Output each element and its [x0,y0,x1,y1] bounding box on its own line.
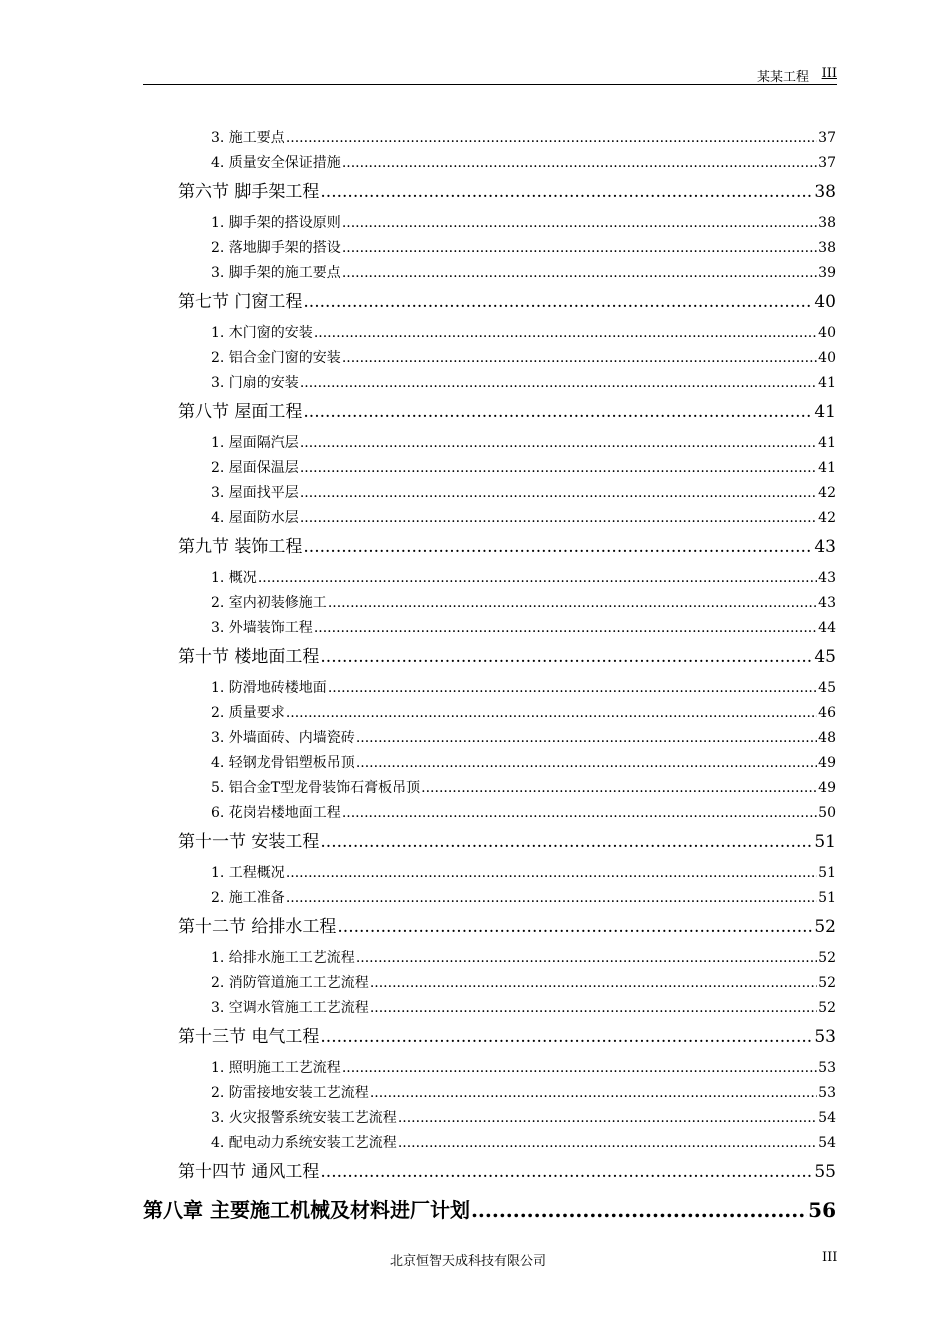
toc-leader-dots [300,435,817,451]
toc-leader-dots [320,1162,813,1182]
toc-entry-title: 5. 铝合金T型龙骨装饰石膏板吊顶 [211,780,421,796]
toc-leader-dots [286,865,817,881]
toc-subsection-entry[interactable] [211,727,836,747]
toc-entry-title: 2. 质量要求 [211,705,285,721]
toc-leader-dots [370,1085,817,1101]
toc-entry-title: 1. 屋面隔汽层 [211,435,299,451]
toc-subsection-entry[interactable] [211,212,836,232]
toc-leader-dots [286,705,817,721]
toc-leader-dots [370,975,817,991]
toc-section-entry[interactable] [178,912,836,936]
toc-entry-page: 53 [818,1085,836,1101]
toc-entry-title: 6. 花岗岩楼地面工程 [211,805,341,821]
footer-page-number: III [822,1250,838,1265]
toc-section-entry[interactable] [178,642,836,666]
toc-entry-title: 1. 防滑地砖楼地面 [211,680,327,696]
toc-entry-title: 1. 木门窗的安装 [211,325,313,341]
toc-leader-dots [303,292,813,312]
toc-entry-page: 44 [818,620,836,636]
toc-leader-dots [370,1000,817,1016]
toc-section-entry[interactable] [178,1157,836,1181]
toc-leader-dots [342,240,817,256]
toc-leader-dots [320,832,813,852]
toc-entry-page: 51 [818,865,836,881]
toc-entry-page: 37 [818,155,836,171]
toc-entry-page: 52 [818,950,836,966]
toc-entry-page: 51 [814,832,836,852]
toc-entry-page: 40 [818,325,836,341]
toc-leader-dots [320,1027,813,1047]
toc-entry-page: 52 [818,975,836,991]
toc-leader-dots [398,1110,817,1126]
toc-leader-dots [342,350,817,366]
toc-subsection-entry[interactable] [211,702,836,722]
toc-subsection-entry[interactable] [211,347,836,367]
toc-entry-page: 43 [818,570,836,586]
toc-section-entry[interactable] [178,287,836,311]
toc-entry-title: 1. 照明施工工艺流程 [211,1060,341,1076]
toc-leader-dots [342,805,817,821]
toc-leader-dots [337,917,813,937]
toc-entry-page: 49 [818,780,836,796]
toc-subsection-entry[interactable] [211,567,836,587]
toc-leader-dots [300,485,817,501]
toc-entry-title: 4. 质量安全保证措施 [211,155,341,171]
toc-entry-page: 39 [818,265,836,281]
toc-leader-dots [286,130,817,146]
toc-entry-page: 40 [818,350,836,366]
toc-entry-title: 第十三节 电气工程 [178,1027,320,1047]
toc-entry-title: 4. 配电动力系统安装工艺流程 [211,1135,397,1151]
toc-leader-dots [398,1135,817,1151]
toc-subsection-entry[interactable] [211,127,836,147]
toc-leader-dots [300,510,817,526]
toc-entry-page: 45 [818,680,836,696]
toc-leader-dots [421,780,817,796]
toc-entry-title: 3. 施工要点 [211,130,285,146]
toc-leader-dots [314,325,817,341]
toc-entry-page: 37 [818,130,836,146]
toc-entry-page: 41 [818,460,836,476]
toc-leader-dots [320,182,813,202]
toc-entry-title: 2. 室内初装修施工 [211,595,327,611]
toc-section-entry[interactable] [178,177,836,201]
toc-subsection-entry[interactable] [211,372,836,392]
toc-entry-page: 43 [818,595,836,611]
toc-entry-page: 46 [818,705,836,721]
toc-entry-title: 第七节 门窗工程 [178,292,303,312]
toc-entry-title: 第九节 装饰工程 [178,537,303,557]
toc-entry-title: 2. 屋面保温层 [211,460,299,476]
toc-section-entry[interactable] [178,1022,836,1046]
toc-subsection-entry[interactable] [211,262,836,282]
toc-subsection-entry[interactable] [211,1107,836,1127]
toc-entry-page: 51 [818,890,836,906]
toc-leader-dots [356,730,817,746]
toc-leader-dots [303,537,813,557]
toc-subsection-entry[interactable] [211,777,836,797]
toc-subsection-entry[interactable] [211,752,836,772]
toc-entry-page: 50 [818,805,836,821]
toc-entry-title: 第六节 脚手架工程 [178,182,320,202]
page-header [143,62,837,85]
header-title: 某某工程 [756,70,809,85]
toc-entry-title: 第八节 屋面工程 [178,402,303,422]
toc-entry-title: 2. 消防管道施工工艺流程 [211,975,369,991]
toc-entry-page: 54 [818,1135,836,1151]
toc-entry-title: 1. 概况 [211,570,257,586]
toc-leader-dots [314,620,817,636]
toc-subsection-entry[interactable] [211,677,836,697]
toc-leader-dots [342,265,817,281]
toc-entry-page: 53 [818,1060,836,1076]
toc-subsection-entry[interactable] [211,237,836,257]
toc-entry-title: 1. 给排水施工工艺流程 [211,950,355,966]
toc-entry-page: 38 [814,182,836,202]
toc-subsection-entry[interactable] [211,592,836,612]
toc-entry-title: 1. 脚手架的搭设原则 [211,215,341,231]
toc-leader-dots [300,460,817,476]
toc-subsection-entry[interactable] [211,457,836,477]
toc-entry-title: 3. 脚手架的施工要点 [211,265,341,281]
toc-entry-title: 2. 施工准备 [211,890,285,906]
toc-entry-page: 38 [818,240,836,256]
toc-section-entry[interactable] [178,397,836,421]
toc-section-entry[interactable] [178,827,836,851]
toc-entry-page: 38 [818,215,836,231]
toc-entry-page: 49 [818,755,836,771]
toc-subsection-entry[interactable] [211,482,836,502]
toc-entry-title: 3. 空调水管施工工艺流程 [211,1000,369,1016]
toc-entry-title: 2. 铝合金门窗的安装 [211,350,341,366]
toc-entry-page: 40 [814,292,836,312]
toc-leader-dots [356,755,817,771]
toc-leader-dots [471,1198,807,1222]
toc-entry-page: 52 [818,1000,836,1016]
toc-entry-page: 55 [814,1162,836,1182]
toc-entry-page: 45 [814,647,836,667]
toc-subsection-entry[interactable] [211,947,836,967]
toc-entry-title: 4. 轻钢龙骨铝塑板吊顶 [211,755,355,771]
toc-subsection-entry[interactable] [211,1132,836,1152]
header-page-number: III [821,66,837,81]
toc-entry-title: 3. 屋面找平层 [211,485,299,501]
toc-leader-dots [328,595,817,611]
toc-entry-title: 3. 外墙面砖、内墙瓷砖 [211,730,355,746]
toc-leader-dots [342,155,817,171]
toc-entry-page: 52 [814,917,836,937]
toc-chapter-entry[interactable] [143,1194,836,1222]
toc-leader-dots [320,647,813,667]
footer-company: 北京恒智天成科技有限公司 [390,1254,547,1269]
toc-leader-dots [258,570,817,586]
toc-subsection-entry[interactable] [211,802,836,822]
toc-entry-page: 56 [808,1198,836,1222]
toc-leader-dots [286,890,817,906]
toc-entry-page: 54 [818,1110,836,1126]
toc-entry-page: 42 [818,510,836,526]
toc-subsection-entry[interactable] [211,1057,836,1077]
toc-entry-title: 第十一节 安装工程 [178,832,320,852]
toc-entry-title: 4. 屋面防水层 [211,510,299,526]
toc-subsection-entry[interactable] [211,617,836,637]
toc-entry-page: 42 [818,485,836,501]
toc-subsection-entry[interactable] [211,152,836,172]
toc-leader-dots [342,215,817,231]
toc-leader-dots [342,1060,817,1076]
toc-entry-page: 41 [818,375,836,391]
toc-entry-title: 第十四节 通风工程 [178,1162,320,1182]
toc-section-entry[interactable] [178,532,836,556]
toc-subsection-entry[interactable] [211,322,836,342]
toc-entry-title: 3. 外墙装饰工程 [211,620,313,636]
toc-subsection-entry[interactable] [211,972,836,992]
toc-entry-page: 53 [814,1027,836,1047]
toc-leader-dots [300,375,817,391]
toc-entry-title: 第十二节 给排水工程 [178,917,337,937]
toc-subsection-entry[interactable] [211,997,836,1017]
toc-entry-title: 2. 防雷接地安装工艺流程 [211,1085,369,1101]
toc-entry-title: 2. 落地脚手架的搭设 [211,240,341,256]
toc-leader-dots [328,680,817,696]
toc-entry-title: 1. 工程概况 [211,865,285,881]
toc-entry-page: 41 [818,435,836,451]
toc-entry-title: 第八章 主要施工机械及材料进厂计划 [143,1198,470,1222]
toc-subsection-entry[interactable] [211,507,836,527]
toc-subsection-entry[interactable] [211,432,836,452]
toc-subsection-entry[interactable] [211,862,836,882]
toc-entry-title: 3. 火灾报警系统安装工艺流程 [211,1110,397,1126]
toc-entry-page: 41 [814,402,836,422]
toc-entry-title: 3. 门扇的安装 [211,375,299,391]
toc-leader-dots [303,402,813,422]
toc-subsection-entry[interactable] [211,1082,836,1102]
toc-entry-title: 第十节 楼地面工程 [178,647,320,667]
toc-subsection-entry[interactable] [211,887,836,907]
toc-leader-dots [356,950,817,966]
toc-entry-page: 43 [814,537,836,557]
toc-entry-page: 48 [818,730,836,746]
